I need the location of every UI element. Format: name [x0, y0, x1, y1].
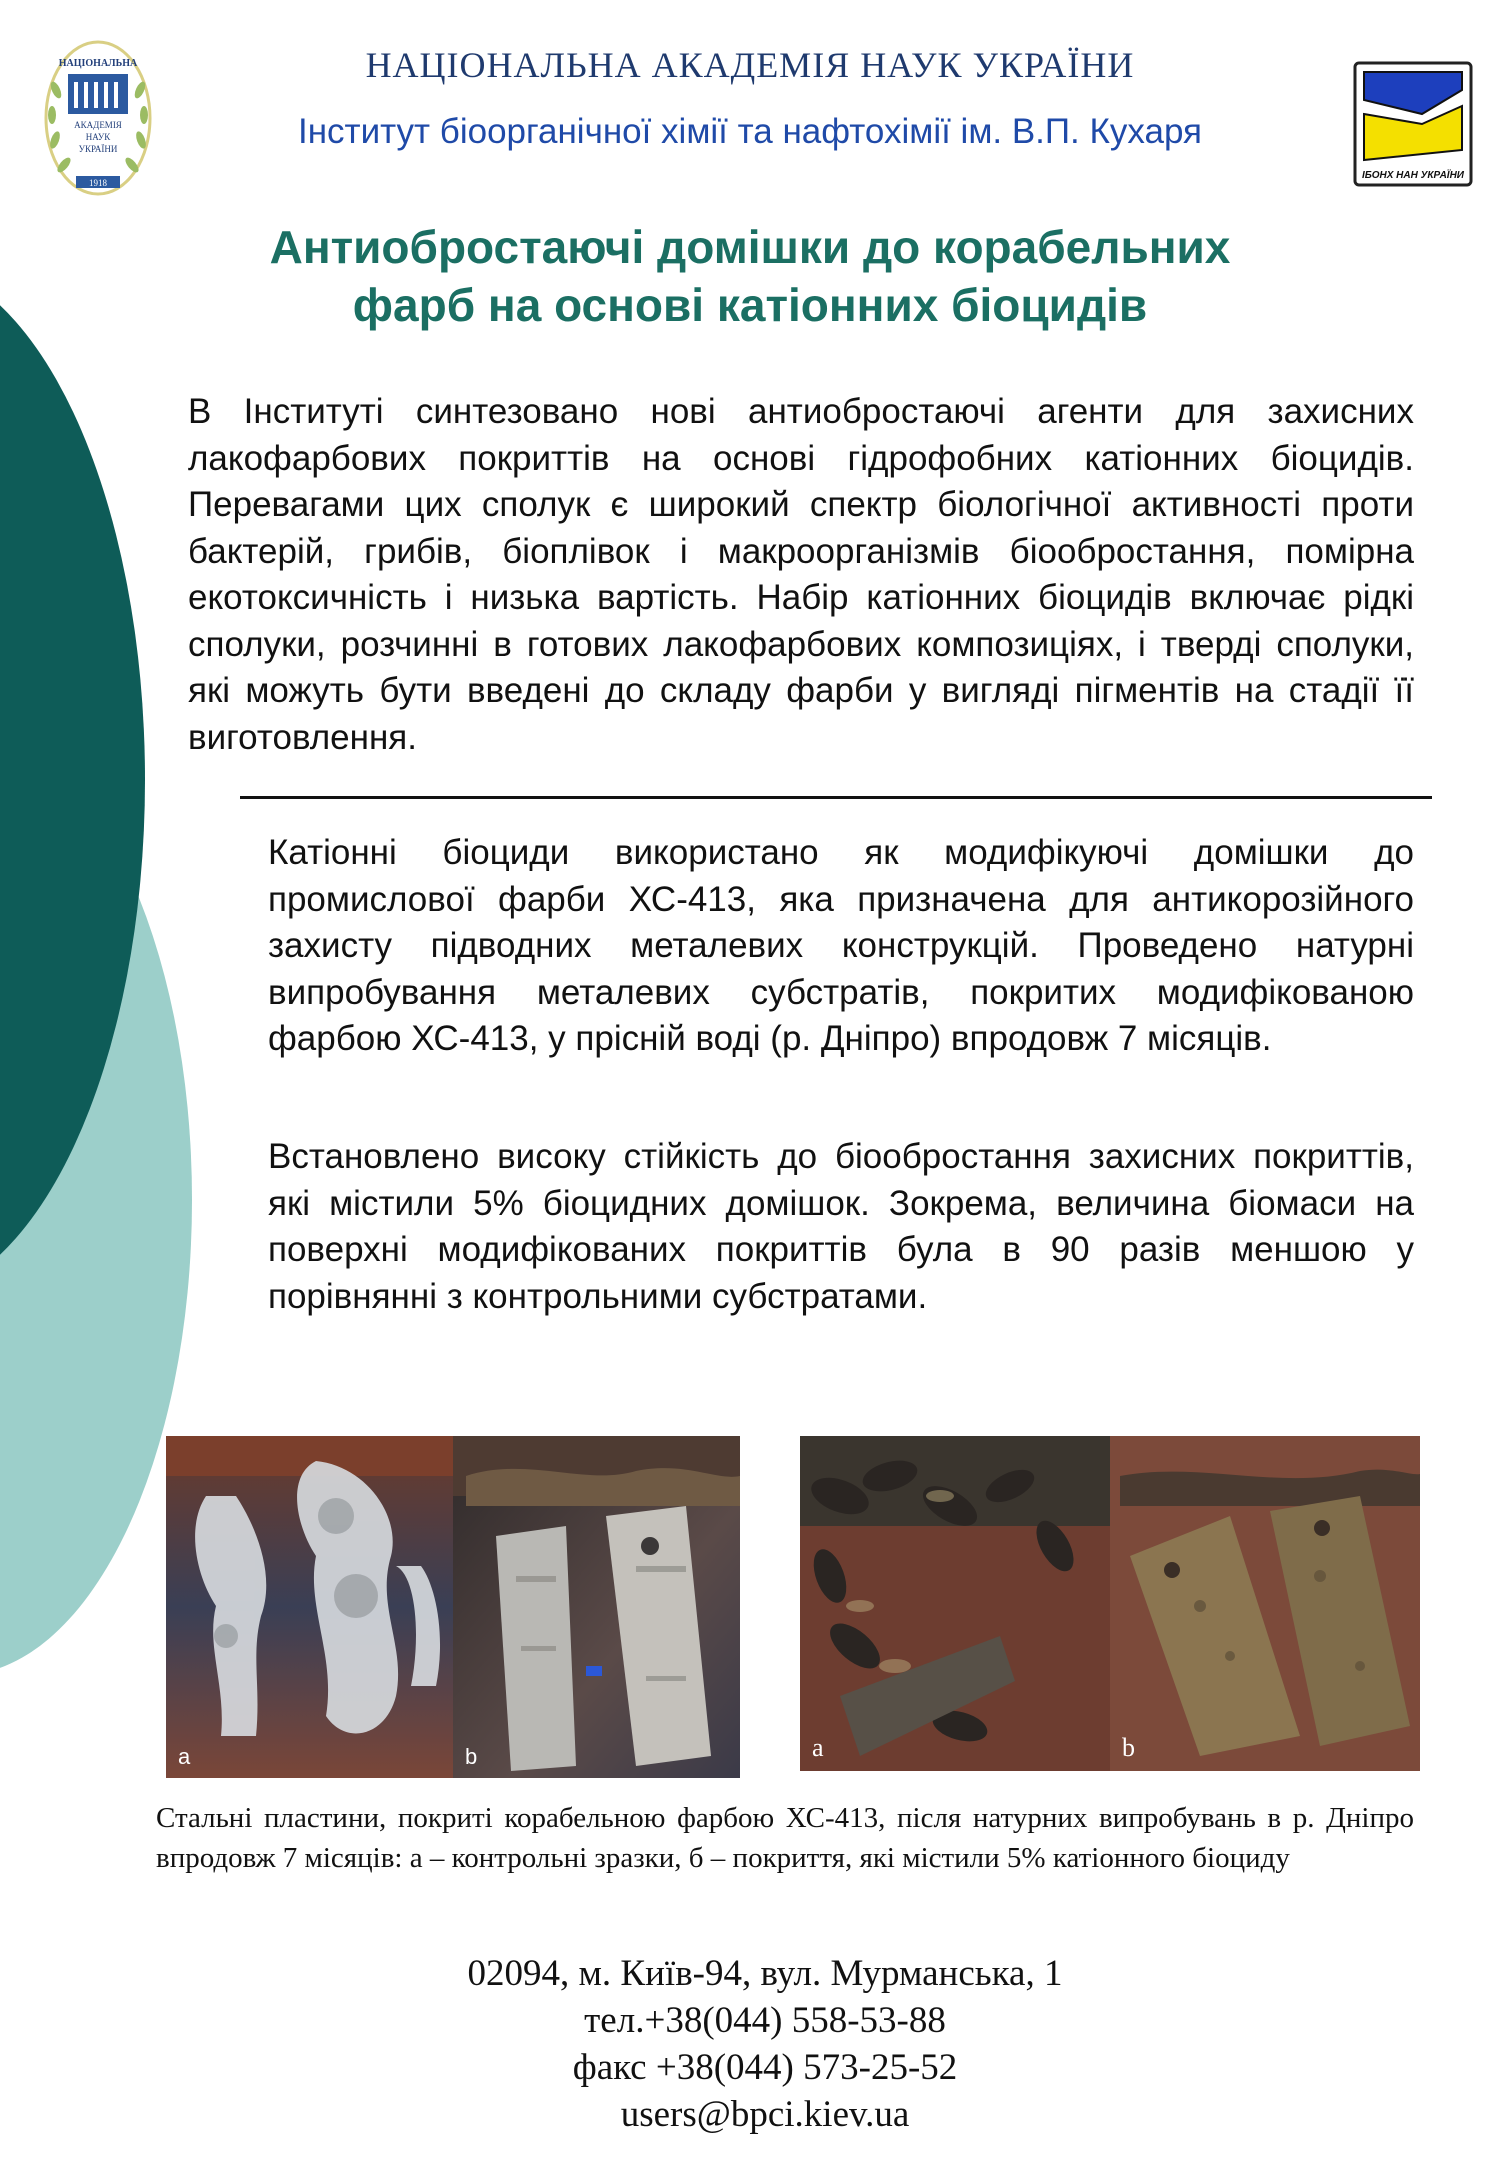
- page-title: [150, 218, 1350, 334]
- svg-text:b: b: [1122, 1733, 1135, 1762]
- contact-phone: тел.+38(044) 558-53-88: [584, 2000, 946, 2041]
- academy-name: НАЦІОНАЛЬНА АКАДЕМІЯ НАУК УКРАЇНИ: [365, 45, 1135, 85]
- section-divider: [240, 796, 1432, 799]
- testing-paragraph: Катіонні біоциди використано як модифікуючі домішки до промислової фарби ХС-413, яка призначена для антикорозійного захисту підводних металевих конструкцій. Проведено натурні випробування металевих субстратів, покритих модифікованою фарбою ХС-413, у прісній воді (р. Дніпро) впродовж 7 місяців.: [268, 833, 1414, 1058]
- svg-text:a: a: [178, 1744, 191, 1769]
- svg-text:НАЦІОНАЛЬНА: НАЦІОНАЛЬНА: [58, 58, 138, 69]
- ibonh-flag-icon: [1352, 60, 1474, 188]
- title-line-1: Антиобростаючі домішки до корабельних: [269, 221, 1231, 273]
- title-line-2: фарб на основі катіонних біоцидів: [352, 279, 1148, 331]
- svg-text:b: b: [465, 1744, 478, 1769]
- contact-email[interactable]: users@bpci.kiev.ua: [620, 2094, 910, 2135]
- photo-plates-mussels: [800, 1436, 1420, 1771]
- photo-caption: Стальні пластини, покриті корабельною фарбою ХС-413, після натурних випробувань в р. Дніпро впродовж 7 місяців: а – контрольні зразки, б – покриття, які містили 5% катіонного біоциду: [156, 1802, 1414, 1874]
- contact-fax: факс +38(044) 573-25-52: [572, 2047, 958, 2088]
- svg-text:УКРАЇНИ: УКРАЇНИ: [78, 144, 118, 154]
- svg-text:a: a: [812, 1733, 824, 1762]
- svg-text:НАУК: НАУК: [85, 132, 111, 142]
- svg-text:АКАДЕМІЯ: АКАДЕМІЯ: [74, 120, 122, 130]
- contact-block: [0, 1950, 1500, 2138]
- contact-address: 02094, м. Київ-94, вул. Мурманська, 1: [467, 1953, 1063, 1994]
- photo-plates-foam: [166, 1436, 740, 1778]
- svg-text:ІБОНХ НАН УКРАЇНИ: ІБОНХ НАН УКРАЇНИ: [1362, 170, 1464, 181]
- intro-paragraph: В Інституті синтезовано нові антиобростаючі агенти для захисних лакофарбових покриттів на основі гідрофобних катіонних біоцидів. Перевагами цих сполук є широкий спектр біологічної активності проти бактерій, грибів, біоплівок і макроорганізмів біообростання, помірна екотоксичність і низька вартість. Набір катіонних біоцидів включає рідкі сполуки, розчинні в готових лакофарбових композиціях, і тверді сполуки, які можуть бути введені до складу фарби у вигляді пігментів на стадії її виготовлення.: [188, 392, 1414, 757]
- svg-text:1918: 1918: [89, 178, 107, 188]
- institute-name: Інститут біоорганічної хімії та нафтохімії ім. В.П. Кухаря: [297, 112, 1202, 151]
- result-paragraph: Встановлено високу стійкість до біообростання захисних покриттів, які містили 5% біоцидних домішок. Зокрема, величина біомаси на поверхні модифікованих покриттів була в 90 разів меншою у порівнянні з контрольними субстратами.: [268, 1137, 1414, 1316]
